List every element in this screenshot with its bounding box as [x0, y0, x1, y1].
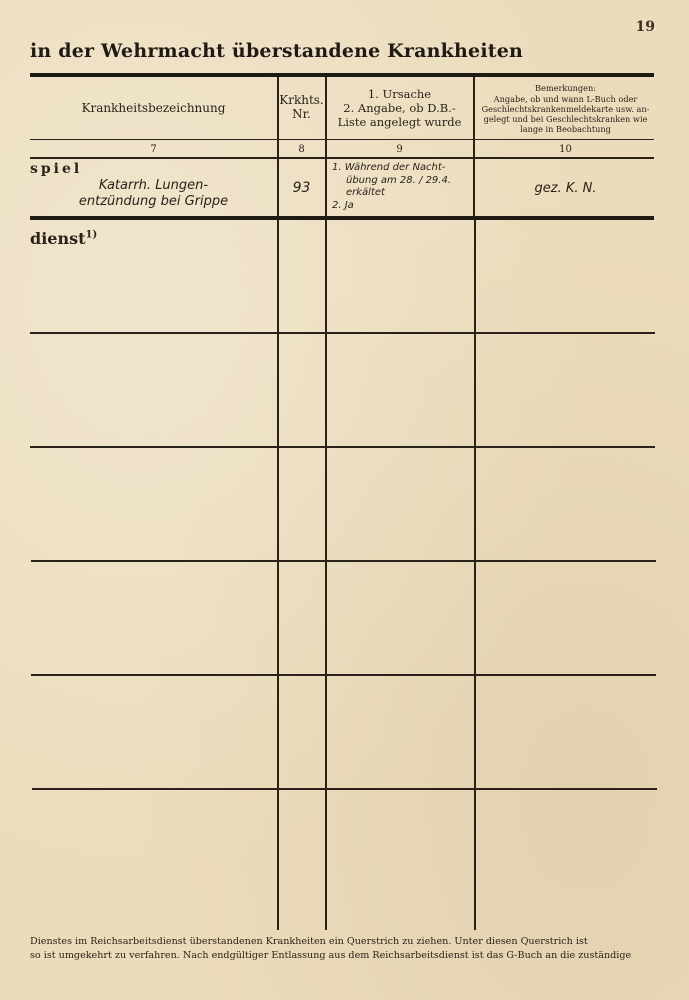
row-rule — [30, 332, 655, 334]
header-bottom-rule — [30, 139, 654, 140]
column-number-10: 10 — [559, 144, 572, 155]
column-divider — [277, 220, 279, 930]
row-rule — [31, 674, 656, 676]
row-rule — [30, 446, 655, 448]
section-label-spiel: spiel — [30, 161, 83, 177]
column-divider — [325, 220, 327, 930]
row-rule — [32, 788, 657, 790]
header-cause: 1. Ursache 2. Angabe, ob D.B.- Liste angelegt wurde — [337, 87, 462, 129]
column-divider — [277, 77, 279, 217]
page-title: in der Wehrmacht überstandene Krankheiten — [30, 40, 524, 62]
section-label-dienst: dienst$^{1)}$ — [30, 229, 98, 248]
header-illness-number: Krkhts. Nr. — [279, 92, 324, 121]
column-number-rule — [30, 157, 654, 159]
column-number-9: 9 — [396, 144, 403, 155]
column-number-7: 7 — [150, 144, 157, 155]
cause-entry: 1. Während der Nacht- übung am 28. / 29.4. erkältet 2. Ja — [332, 162, 452, 211]
footnote-text: Dienstes im Reichsarbeitsdienst überstandenen Krankheiten ein Querstrich zu ziehen. Unter diesen Querstrich ist so ist umgekehrt zu verfahren. Nach endgültiger Entlassung aus dem Reichsarbeitsdienst ist das G-Buch an die zuständige — [30, 936, 632, 961]
header-disease-name: Krankheitsbezeichnung — [81, 100, 226, 115]
column-divider — [474, 220, 476, 930]
header-remarks: Bemerkungen: Angabe, ob und wann L-Buch oder Geschlechtskrankenmeldekarte usw. an- gelegt und bei Geschlechtskranken wie lange in Beobachtung — [481, 83, 650, 135]
column-divider — [473, 77, 475, 217]
column-number-8: 8 — [298, 144, 305, 155]
table-top-rule — [30, 73, 654, 77]
column-divider — [325, 77, 327, 217]
remarks-entry: gez. K. N. — [534, 181, 597, 196]
row-rule — [31, 560, 656, 562]
illness-number-entry: 93 — [292, 180, 311, 196]
page-number: 19 — [635, 19, 655, 35]
diagnosis-entry: Katarrh. Lungen- entzündung bei Grippe — [78, 178, 229, 210]
section-divider-rule — [30, 216, 654, 220]
